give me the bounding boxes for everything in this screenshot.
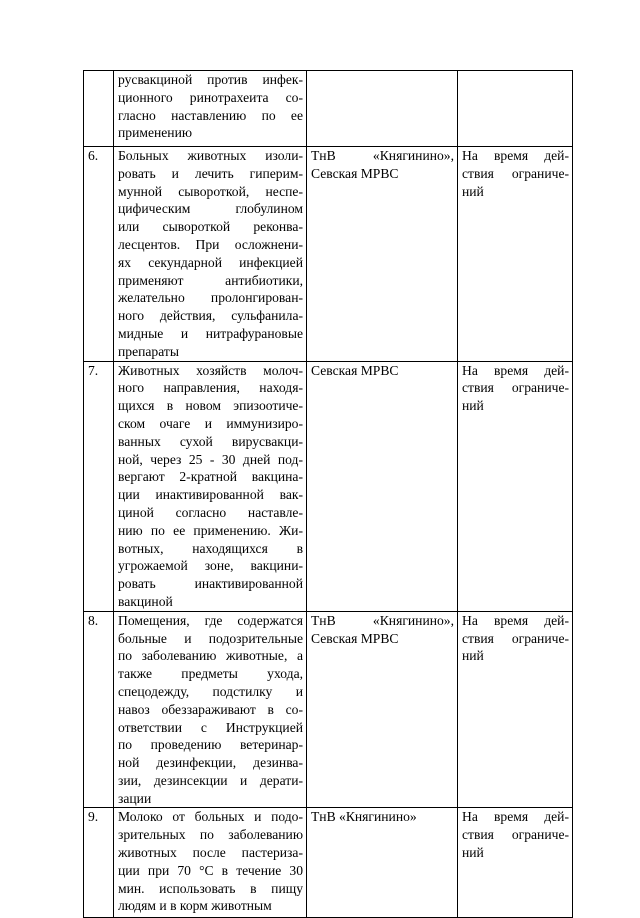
measure-text-line: щихся в новом эпизоотиче- — [118, 398, 303, 414]
measure-text-line: лесцентов. При осложнени- — [118, 236, 303, 252]
measure-text-line: ной, через 25 - 30 дней под- — [118, 451, 303, 467]
measure-text-line: мидные и нитрафурановые — [118, 325, 303, 341]
term-text-cell — [458, 71, 573, 147]
row-number-cell — [84, 361, 114, 611]
measure-text-line: зрительных по заболеванию — [118, 827, 303, 843]
measure-text-line: угрожаемой зоне, вакцини- — [118, 558, 303, 574]
measure-text-line: русвакциной против инфек- — [118, 72, 303, 87]
executor-text-line: Севская МРВС — [311, 165, 399, 181]
measure-text-line: также предметы ухода, — [118, 666, 303, 682]
measure-text-line: Помещения, где содержатся — [118, 612, 303, 628]
measure-text-line: цифическим глобулином — [118, 201, 303, 217]
term-text-line: ствия ограниче- — [462, 827, 569, 843]
measure-text-cell — [114, 147, 307, 362]
measures-table — [83, 70, 573, 918]
measure-text-cell — [114, 611, 307, 808]
measure-text-line: ответствии с Инструкцией — [118, 719, 303, 735]
term-text-line: ствия ограниче- — [462, 380, 569, 396]
measure-text-line: Больных животных изоли- — [118, 148, 303, 163]
measure-text-line: Животных хозяйств молоч- — [118, 362, 303, 378]
term-text-cell — [458, 147, 573, 362]
measure-text-line: мин. использовать в пищу — [118, 880, 303, 896]
measure-text-line: спецодежду, подстилку и — [118, 683, 303, 699]
row-number-cell — [84, 808, 114, 918]
measure-text-cell — [114, 808, 307, 918]
measure-text-line: вотных, находящихся в — [118, 540, 303, 556]
measure-text-line: препараты — [118, 343, 179, 359]
executor-text-line: ТнВ «Княгинино» — [311, 809, 417, 825]
executor-text-line: ТнВ «Княгинино», — [311, 148, 454, 163]
row-number: 8. — [88, 612, 99, 628]
row-number: 7. — [88, 362, 99, 378]
measure-text-line: гласно наставлению по ее — [118, 107, 303, 123]
executor-text-cell — [307, 361, 458, 611]
measure-text-line: ровать и лечить гиперим- — [118, 165, 303, 181]
measure-text-line: нию по ее применению. Жи- — [118, 522, 303, 538]
term-text-line: На время дей- — [462, 809, 569, 825]
row-number: 6. — [88, 148, 99, 163]
term-text-cell — [458, 361, 573, 611]
term-text-line: ствия ограниче- — [462, 165, 569, 181]
measure-text-line: или сывороткой реконва- — [118, 219, 303, 235]
term-text-line: На время дей- — [462, 612, 569, 628]
measure-text-line: циной согласно наставле- — [118, 504, 303, 520]
executor-text-line: ТнВ «Княгинино», — [311, 612, 454, 628]
term-text-line: ний — [462, 845, 484, 861]
term-text-cell — [458, 611, 573, 808]
measure-text-line: ровать инактивированной — [118, 576, 303, 592]
term-text-line: На время дей- — [462, 148, 569, 163]
table-row — [84, 611, 573, 808]
row-number-cell — [84, 147, 114, 362]
measure-text-line: ной дезинфекции, дезинва- — [118, 755, 303, 771]
table-row — [84, 361, 573, 611]
measure-text-line: ции инактивированной вак- — [118, 487, 303, 503]
measure-text-line: людям и в корм животным — [118, 898, 272, 914]
measure-text-line: ного действия, сульфанила- — [118, 308, 303, 324]
measure-text-line: ях секундарной инфекцией — [118, 254, 303, 270]
measure-text-cell — [114, 361, 307, 611]
measure-text-line: желательно пролонгирован- — [118, 290, 303, 306]
measure-text-line: больные и подозрительные — [118, 630, 303, 646]
executor-text-line: Севская МРВС — [311, 630, 399, 646]
row-number-cell — [84, 71, 114, 147]
term-text-line: ний — [462, 183, 484, 199]
term-text-cell — [458, 808, 573, 918]
measure-text-line: вакциной — [118, 593, 173, 609]
measure-text-line: ванных сухой вирусвакци- — [118, 433, 303, 449]
measure-text-line: мунной сывороткой, неспе- — [118, 183, 303, 199]
measure-text-line: животных после пастериза- — [118, 845, 303, 861]
measure-text-line: ционного ринотрахеита со- — [118, 89, 303, 105]
table-row — [84, 71, 573, 147]
measure-text-line: навоз обеззараживают в со- — [118, 701, 303, 717]
measure-text-line: ции при 70 °С в течение 30 — [118, 862, 303, 878]
measure-text-line: зации — [118, 790, 152, 806]
measure-text-cell — [114, 71, 307, 147]
table-row — [84, 147, 573, 362]
executor-text-cell — [307, 71, 458, 147]
measure-text-line: ском очаге и иммунизиро- — [118, 415, 303, 431]
term-text-line: ний — [462, 398, 484, 414]
measures-table-body — [84, 71, 573, 918]
term-text-line: ний — [462, 648, 484, 664]
row-number: 9. — [88, 809, 99, 825]
executor-text-cell — [307, 611, 458, 808]
term-text-line: На время дей- — [462, 362, 569, 378]
measure-text-line: по проведению ветеринар- — [118, 737, 303, 753]
measure-text-line: применяют антибиотики, — [118, 272, 303, 288]
executor-text-cell — [307, 147, 458, 362]
term-text-line: ствия ограниче- — [462, 630, 569, 646]
executor-text-cell — [307, 808, 458, 918]
measure-text-line: по заболеванию животные, а — [118, 648, 303, 664]
table-row — [84, 808, 573, 918]
measure-text-line: ного направления, находя- — [118, 380, 303, 396]
executor-text-line: Севская МРВС — [311, 362, 399, 378]
measure-text-line: Молоко от больных и подо- — [118, 809, 303, 825]
measure-text-line: зии, дезинсекции и дерати- — [118, 772, 303, 788]
measure-text-line: применению — [118, 125, 192, 141]
measure-text-line: вергают 2-кратной вакцина- — [118, 469, 303, 485]
row-number-cell — [84, 611, 114, 808]
